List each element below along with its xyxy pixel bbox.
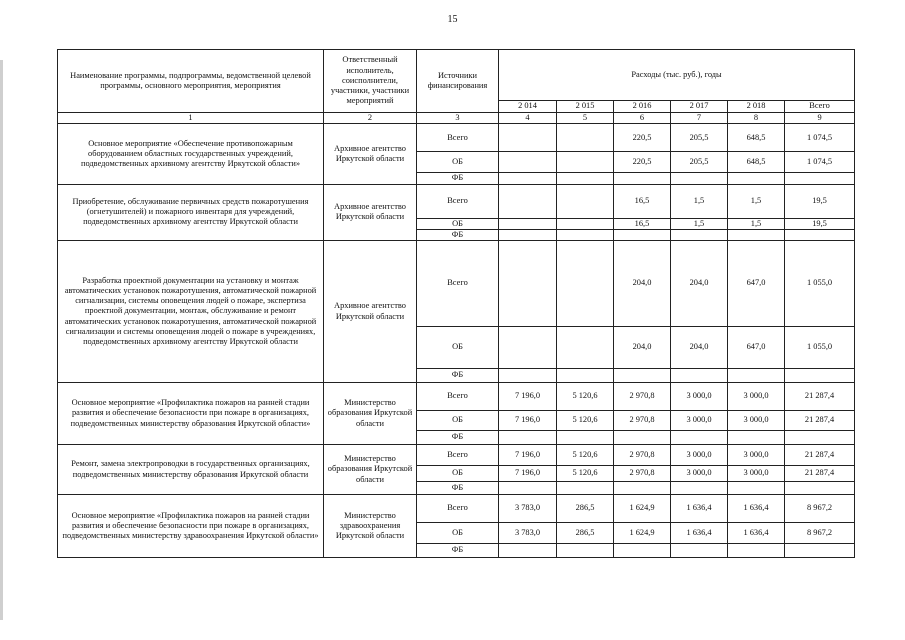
- value-cell: 5 120,6: [557, 466, 614, 482]
- column-number: 2: [324, 113, 417, 124]
- table-row: [58, 445, 855, 466]
- value-cell: 7 196,0: [499, 445, 557, 466]
- value-cell: 21 287,4: [785, 466, 855, 482]
- value-cell: [499, 482, 557, 495]
- value-cell: 1 636,4: [671, 523, 728, 544]
- source-cell: ОБ: [417, 327, 499, 369]
- value-cell: 204,0: [671, 241, 728, 327]
- value-cell: [614, 369, 671, 383]
- program-name-cell: Ремонт, замена электропроводки в государственных организациях, подведомственных министерству образования Иркутской области: [58, 445, 324, 495]
- value-cell: [557, 124, 614, 152]
- value-cell: 1 624,9: [614, 495, 671, 523]
- value-cell: 647,0: [728, 241, 785, 327]
- value-cell: [499, 241, 557, 327]
- source-cell: ФБ: [417, 229, 499, 240]
- source-cell: ФБ: [417, 369, 499, 383]
- year-cell: 2 015: [557, 101, 614, 113]
- value-cell: 1 055,0: [785, 327, 855, 369]
- value-cell: 1 055,0: [785, 241, 855, 327]
- year-cell: 2 014: [499, 101, 557, 113]
- value-cell: 3 783,0: [499, 523, 557, 544]
- value-cell: [785, 544, 855, 558]
- value-cell: 5 120,6: [557, 445, 614, 466]
- value-cell: 1 074,5: [785, 124, 855, 152]
- value-cell: [557, 218, 614, 229]
- column-number: 4: [499, 113, 557, 124]
- value-cell: 5 120,6: [557, 411, 614, 431]
- value-cell: 7 196,0: [499, 466, 557, 482]
- value-cell: 2 970,8: [614, 383, 671, 411]
- value-cell: 1,5: [728, 218, 785, 229]
- executor-cell: Архивное агентство Иркутской области: [324, 241, 417, 383]
- value-cell: [557, 152, 614, 173]
- value-cell: [499, 152, 557, 173]
- year-cell: Всего: [785, 101, 855, 113]
- program-name-cell: Разработка проектной документации на установку и монтаж автоматических установок пожаротушения, автоматической пожарной сигнализации, системы оповещения людей о пожаре, экспертиза проектной документации, монтаж, обслуживание и ремонт автоматических установок пожаротушения, автоматической пожарной сигнализации и системы оповещения людей о пожаре в учреждениях, подведомственных архивному агентству Иркутской области: [58, 241, 324, 383]
- column-number: 8: [728, 113, 785, 124]
- value-cell: [785, 482, 855, 495]
- value-cell: [614, 431, 671, 445]
- column-number: 7: [671, 113, 728, 124]
- value-cell: 205,5: [671, 124, 728, 152]
- value-cell: 1 624,9: [614, 523, 671, 544]
- value-cell: 7 196,0: [499, 383, 557, 411]
- value-cell: [728, 173, 785, 184]
- header-executor: Ответственный исполнитель, соисполнители, участники, участники мероприятий: [324, 50, 417, 113]
- value-cell: [785, 431, 855, 445]
- source-cell: ОБ: [417, 466, 499, 482]
- value-cell: 1 074,5: [785, 152, 855, 173]
- source-cell: ФБ: [417, 173, 499, 184]
- value-cell: [557, 369, 614, 383]
- value-cell: 1 636,4: [728, 495, 785, 523]
- value-cell: 21 287,4: [785, 411, 855, 431]
- value-cell: 3 783,0: [499, 495, 557, 523]
- value-cell: 204,0: [614, 241, 671, 327]
- value-cell: [671, 369, 728, 383]
- value-cell: [557, 229, 614, 240]
- value-cell: 3 000,0: [671, 466, 728, 482]
- value-cell: 205,5: [671, 152, 728, 173]
- value-cell: [499, 218, 557, 229]
- value-cell: 2 970,8: [614, 445, 671, 466]
- source-cell: ФБ: [417, 482, 499, 495]
- executor-cell: Министерство образования Иркутской области: [324, 445, 417, 495]
- value-cell: 204,0: [671, 327, 728, 369]
- table-row: [58, 241, 855, 327]
- source-cell: ФБ: [417, 431, 499, 445]
- value-cell: 1 636,4: [728, 523, 785, 544]
- value-cell: 1,5: [671, 184, 728, 218]
- value-cell: 3 000,0: [728, 445, 785, 466]
- table-row: [58, 383, 855, 411]
- source-cell: Всего: [417, 241, 499, 327]
- value-cell: [671, 482, 728, 495]
- value-cell: 3 000,0: [671, 383, 728, 411]
- source-cell: ОБ: [417, 411, 499, 431]
- value-cell: 204,0: [614, 327, 671, 369]
- source-cell: Всего: [417, 124, 499, 152]
- program-name-cell: Основное мероприятие «Обеспечение противопожарным оборудованием областных государственных учреждений, подведомственных архивному агентству Иркутской области»: [58, 124, 324, 184]
- value-cell: [614, 544, 671, 558]
- executor-cell: Министерство образования Иркутской области: [324, 383, 417, 445]
- value-cell: [614, 229, 671, 240]
- value-cell: [499, 173, 557, 184]
- value-cell: [499, 544, 557, 558]
- source-cell: ОБ: [417, 152, 499, 173]
- value-cell: [499, 327, 557, 369]
- value-cell: 1,5: [671, 218, 728, 229]
- value-cell: 2 970,8: [614, 411, 671, 431]
- value-cell: 21 287,4: [785, 383, 855, 411]
- value-cell: 1,5: [728, 184, 785, 218]
- value-cell: [728, 482, 785, 495]
- value-cell: [557, 241, 614, 327]
- value-cell: [499, 184, 557, 218]
- source-cell: ФБ: [417, 544, 499, 558]
- source-cell: Всего: [417, 383, 499, 411]
- value-cell: [557, 482, 614, 495]
- value-cell: [614, 482, 671, 495]
- year-cell: 2 017: [671, 101, 728, 113]
- value-cell: [499, 369, 557, 383]
- source-cell: Всего: [417, 495, 499, 523]
- value-cell: 2 970,8: [614, 466, 671, 482]
- value-cell: 21 287,4: [785, 445, 855, 466]
- value-cell: [557, 431, 614, 445]
- value-cell: [728, 544, 785, 558]
- executor-cell: Архивное агентство Иркутской области: [324, 184, 417, 241]
- value-cell: 5 120,6: [557, 383, 614, 411]
- column-number: 1: [58, 113, 324, 124]
- value-cell: 1 636,4: [671, 495, 728, 523]
- column-number: 6: [614, 113, 671, 124]
- column-number: 5: [557, 113, 614, 124]
- program-name-cell: Основное мероприятие «Профилактика пожаров на ранней стадии развития и обеспечение безопасности при пожаре в организациях, подведомственных министерству образования Иркутской области»: [58, 383, 324, 445]
- value-cell: [785, 173, 855, 184]
- value-cell: 16,5: [614, 184, 671, 218]
- header-row: [58, 50, 855, 101]
- value-cell: 286,5: [557, 495, 614, 523]
- program-name-cell: Основное мероприятие «Профилактика пожаров на ранней стадии развития и обеспечение безопасности при пожаре в организациях, подведомственных министерству здравоохранения Иркутской области»: [58, 495, 324, 558]
- value-cell: [785, 229, 855, 240]
- table-row: [58, 124, 855, 152]
- executor-cell: Министерство здравоохранения Иркутской области: [324, 495, 417, 558]
- value-cell: 220,5: [614, 152, 671, 173]
- value-cell: [728, 431, 785, 445]
- value-cell: [557, 544, 614, 558]
- value-cell: 16,5: [614, 218, 671, 229]
- value-cell: 19,5: [785, 218, 855, 229]
- value-cell: 3 000,0: [671, 445, 728, 466]
- value-cell: [785, 369, 855, 383]
- value-cell: 19,5: [785, 184, 855, 218]
- value-cell: 3 000,0: [728, 383, 785, 411]
- value-cell: [671, 229, 728, 240]
- table-row: [58, 184, 855, 218]
- value-cell: 648,5: [728, 152, 785, 173]
- column-number: 3: [417, 113, 499, 124]
- value-cell: [728, 369, 785, 383]
- value-cell: [499, 431, 557, 445]
- program-name-cell: Приобретение, обслуживание первичных средств пожаротушения (огнетушителей) и пожарного инвентаря для учреждений, подведомственных архивному агентству Иркутской области: [58, 184, 324, 241]
- source-cell: Всего: [417, 445, 499, 466]
- header-name: Наименование программы, подпрограммы, ведомственной целевой программы, основного мероприятия, мероприятия: [58, 50, 324, 113]
- header-expenses: Расходы (тыс. руб.), годы: [499, 50, 855, 101]
- column-number: 9: [785, 113, 855, 124]
- column-numbers-row: [58, 113, 855, 124]
- header-source: Источники финансирования: [417, 50, 499, 113]
- value-cell: 647,0: [728, 327, 785, 369]
- value-cell: [671, 173, 728, 184]
- value-cell: 286,5: [557, 523, 614, 544]
- value-cell: [728, 229, 785, 240]
- year-cell: 2 016: [614, 101, 671, 113]
- value-cell: 3 000,0: [728, 411, 785, 431]
- source-cell: Всего: [417, 184, 499, 218]
- source-cell: ОБ: [417, 523, 499, 544]
- value-cell: 8 967,2: [785, 495, 855, 523]
- value-cell: [671, 544, 728, 558]
- value-cell: 648,5: [728, 124, 785, 152]
- year-cell: 2 018: [728, 101, 785, 113]
- value-cell: [557, 184, 614, 218]
- value-cell: [671, 431, 728, 445]
- page-number: 15: [447, 14, 458, 25]
- value-cell: 8 967,2: [785, 523, 855, 544]
- executor-cell: Архивное агентство Иркутской области: [324, 124, 417, 184]
- value-cell: 7 196,0: [499, 411, 557, 431]
- value-cell: 220,5: [614, 124, 671, 152]
- value-cell: [614, 173, 671, 184]
- expenses-table: [57, 49, 855, 558]
- scan-edge-shadow: [0, 60, 3, 620]
- source-cell: ОБ: [417, 218, 499, 229]
- value-cell: [557, 327, 614, 369]
- value-cell: 3 000,0: [728, 466, 785, 482]
- value-cell: [499, 229, 557, 240]
- value-cell: [499, 124, 557, 152]
- value-cell: 3 000,0: [671, 411, 728, 431]
- table-row: [58, 495, 855, 523]
- value-cell: [557, 173, 614, 184]
